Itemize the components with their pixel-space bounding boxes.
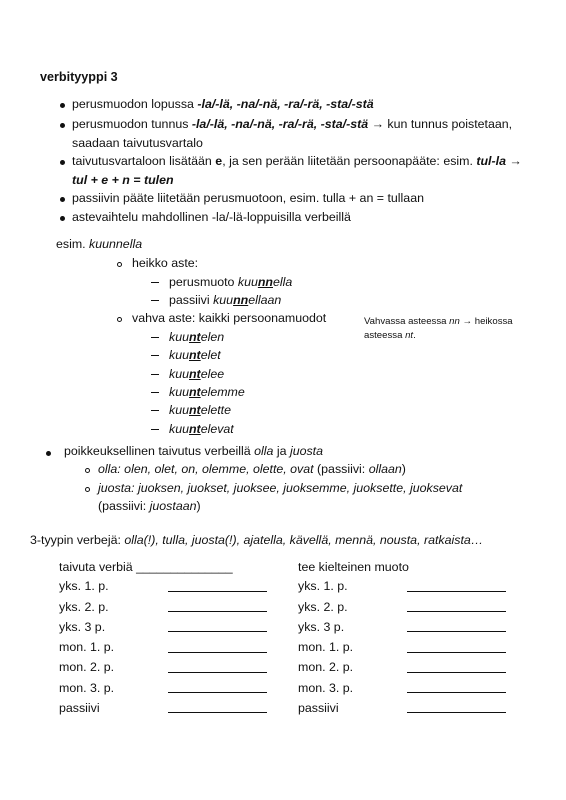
strong-form-2: kuuntelet [169, 348, 221, 362]
bullet-marker [46, 451, 51, 456]
answer-blank[interactable] [407, 672, 506, 673]
irregular-text: poikkeuksellinen taivutus verbeillä olla ja juosta [64, 444, 324, 458]
answer-blank[interactable] [168, 591, 267, 592]
juosta-passive: (passiivi: juostaan) [98, 499, 201, 513]
page-title: verbityyppi 3 [40, 70, 118, 84]
dash-marker [151, 300, 159, 301]
dash-marker [151, 282, 159, 283]
bullet-text-3: taivutusvartaloon lisätään e, ja sen perään liitetään persoonapääte: esim. tul-la → [72, 154, 522, 168]
answer-blank[interactable] [407, 631, 506, 632]
exercise-right-row: passiivi [298, 701, 339, 715]
bullet-text-5: astevaihtelu mahdollinen -la/-lä-loppuisilla verbeillä [72, 210, 351, 224]
bullet-text-4: passiivin pääte liitetään perusmuotoon, esim. tulla + an = tullaan [72, 191, 424, 205]
circle-bullet [117, 262, 122, 267]
exercise-left-row: yks. 2. p. [59, 600, 109, 614]
strong-form-6: kuuntelevat [169, 422, 234, 436]
dash-marker [151, 337, 159, 338]
circle-bullet [85, 487, 90, 492]
answer-blank[interactable] [407, 692, 506, 693]
exercise-left-row: yks. 3 p. [59, 620, 106, 634]
exercise-right-row: yks. 1. p. [298, 579, 348, 593]
answer-blank[interactable] [407, 652, 506, 653]
bullet-marker [60, 216, 65, 221]
bullet-text-1: perusmuodon lopussa -la/-lä, -na/-nä, -ra/-rä, -sta/-stä [72, 97, 374, 111]
bullet-text-2: perusmuodon tunnus -la/-lä, -na/-nä, -ra/-rä, -sta/-stä → kun tunnus poistetaan, [72, 117, 513, 131]
exercise-right-row: mon. 2. p. [298, 660, 354, 674]
exercise-left-header: taivuta verbiä ______________ [59, 560, 233, 574]
answer-blank[interactable] [168, 652, 267, 653]
weak-item-2: passiivi kuunnellaan [169, 293, 282, 307]
olla-forms: olla: olen, olet, on, olemme, olette, ovat (passiivi: ollaan) [98, 462, 406, 476]
strong-form-1: kuuntelen [169, 330, 225, 344]
strong-heading: vahva aste: kaikki persoonamuodot [132, 311, 327, 325]
answer-blank[interactable] [168, 611, 267, 612]
exercise-left-row: yks. 1. p. [59, 579, 109, 593]
exercise-right-row: yks. 3 p. [298, 620, 345, 634]
note-line-1: Vahvassa asteessa nn → heikossa [364, 316, 513, 327]
weak-item-1: perusmuoto kuunnella [169, 275, 293, 289]
exercise-right-row: yks. 2. p. [298, 600, 348, 614]
answer-blank[interactable] [168, 712, 267, 713]
juosta-forms: juosta: juoksen, juokset, juoksee, juoksemme, juoksette, juoksevat [98, 481, 463, 495]
strong-form-5: kuuntelette [169, 403, 231, 417]
example-label: esim. kuunnella [56, 237, 143, 251]
weak-heading: heikko aste: [132, 256, 199, 270]
dash-marker [151, 410, 159, 411]
bullet-marker [60, 103, 65, 108]
circle-bullet [85, 468, 90, 473]
bullet-text-3-formula: tul + e + n = tulen [72, 173, 174, 187]
exercise-right-row: mon. 1. p. [298, 640, 354, 654]
strong-form-4: kuuntelemme [169, 385, 245, 399]
exercise-right-header: tee kielteinen muoto [298, 560, 409, 574]
answer-blank[interactable] [407, 712, 506, 713]
exercise-left-row: mon. 3. p. [59, 681, 115, 695]
note-line-2: asteessa nt. [364, 330, 416, 341]
dash-marker [151, 355, 159, 356]
circle-bullet [117, 317, 122, 322]
bullet-text-2-cont: saadaan taivutusvartalo [72, 136, 203, 150]
verbs-line: 3-tyypin verbejä: olla(!), tulla, juosta(!), ajatella, kävellä, mennä, nousta, ratkaista… [30, 533, 484, 547]
note-box [364, 315, 513, 343]
answer-blank[interactable] [168, 672, 267, 673]
bullet-marker [60, 160, 65, 165]
bullet-marker [60, 123, 65, 128]
exercise-left-row: passiivi [59, 701, 100, 715]
strong-form-3: kuuntelee [169, 367, 225, 381]
answer-blank[interactable] [407, 611, 506, 612]
dash-marker [151, 392, 159, 393]
answer-blank[interactable] [407, 591, 506, 592]
dash-marker [151, 374, 159, 375]
exercise-left-row: mon. 1. p. [59, 640, 115, 654]
dash-marker [151, 429, 159, 430]
bullet-marker [60, 197, 65, 202]
answer-blank[interactable] [168, 631, 267, 632]
exercise-left-row: mon. 2. p. [59, 660, 115, 674]
exercise-right-row: mon. 3. p. [298, 681, 354, 695]
answer-blank[interactable] [168, 692, 267, 693]
